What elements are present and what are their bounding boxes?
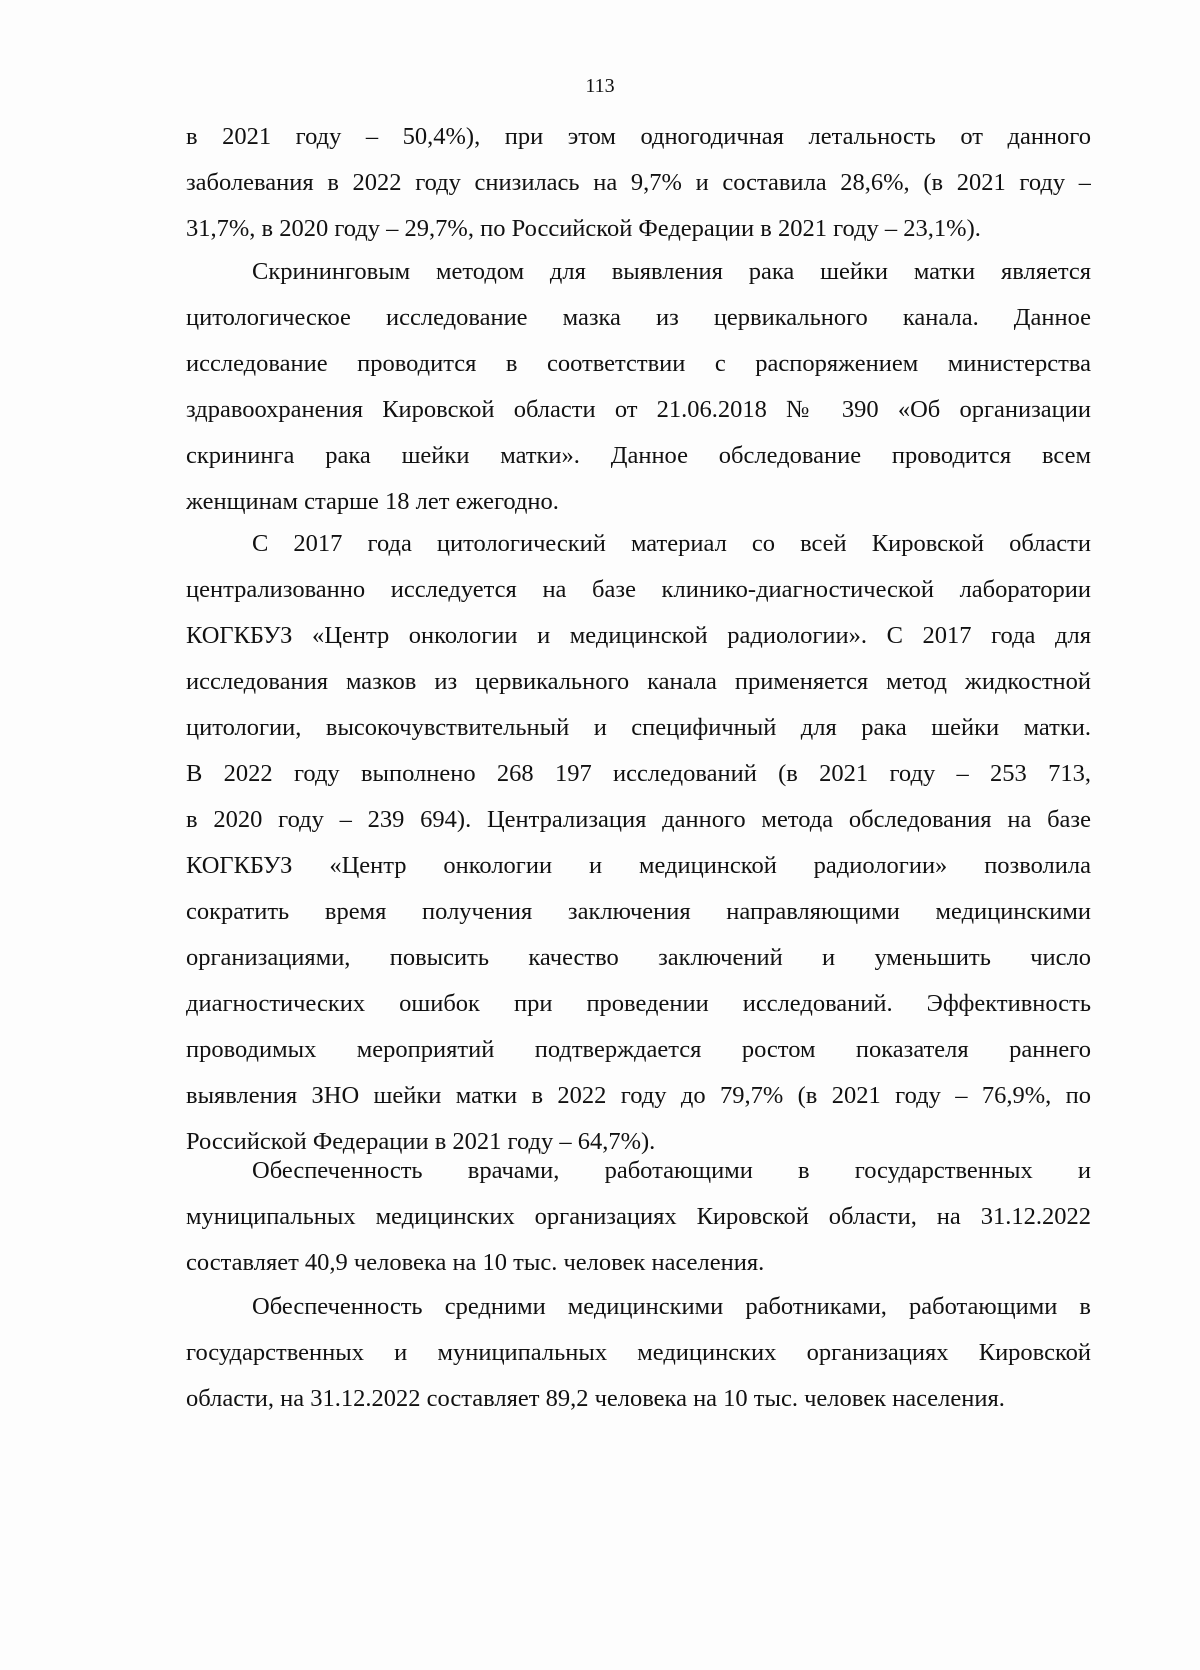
text-line: здравоохранения Кировской области от 21.06.2018 № 390 «Об организации [186, 396, 1091, 423]
text-line: исследование проводится в соответствии с распоряжением министерства [186, 350, 1091, 377]
text-line: в 2020 году – 239 694). Централизация данного метода обследования на базе [186, 806, 1091, 833]
text-line: в 2021 году – 50,4%), при этом одногодичная летальность от данного [186, 123, 1091, 150]
text-line: КОГКБУЗ «Центр онкологии и медицинской радиологии» позволила [186, 852, 1091, 879]
text-line: диагностических ошибок при проведении исследований. Эффективность [186, 990, 1091, 1017]
paragraph-cytology-centralization [186, 521, 1091, 1165]
text-line: Российской Федерации в 2021 году – 64,7%). [186, 1128, 656, 1155]
text-line: 31,7%, в 2020 году – 29,7%, по Российской Федерации в 2021 году – 23,1%). [186, 215, 981, 242]
text-line: Обеспеченность средними медицинскими работниками, работающими в [252, 1293, 1091, 1320]
paragraph-lethality [186, 114, 1091, 252]
paragraph-nurses-provision [186, 1284, 1091, 1422]
text-line: области, на 31.12.2022 составляет 89,2 человека на 10 тыс. человек населения. [186, 1385, 1005, 1412]
text-line: цитологическое исследование мазка из цервикального канала. Данное [186, 304, 1091, 331]
text-line: С 2017 года цитологический материал со всей Кировской области [252, 530, 1091, 557]
text-line: цитологии, высокочувствительный и специфичный для рака шейки матки. [186, 714, 1091, 741]
text-line: Скрининговым методом для выявления рака шейки матки является [252, 258, 1091, 285]
text-line: государственных и муниципальных медицинских организациях Кировской [186, 1339, 1091, 1366]
text-line: скрининга рака шейки матки». Данное обследование проводится всем [186, 442, 1091, 469]
text-line: сократить время получения заключения направляющими медицинскими [186, 898, 1091, 925]
text-line: выявления ЗНО шейки матки в 2022 году до 79,7% (в 2021 году – 76,9%, по [186, 1082, 1091, 1109]
text-line: В 2022 году выполнено 268 197 исследований (в 2021 году – 253 713, [186, 760, 1091, 787]
paragraph-doctors-provision [186, 1148, 1091, 1286]
text-line: исследования мазков из цервикального канала применяется метод жидкостной [186, 668, 1091, 695]
text-line: централизованно исследуется на базе клинико-диагностической лаборатории [186, 576, 1091, 603]
text-line: Обеспеченность врачами, работающими в государственных и [252, 1157, 1091, 1184]
text-line: проводимых мероприятий подтверждается ростом показателя раннего [186, 1036, 1091, 1063]
text-line: составляет 40,9 человека на 10 тыс. человек населения. [186, 1249, 765, 1276]
text-line: КОГКБУЗ «Центр онкологии и медицинской радиологии». С 2017 года для [186, 622, 1091, 649]
text-line: заболевания в 2022 году снизилась на 9,7% и составила 28,6%, (в 2021 году – [186, 169, 1091, 196]
text-line: организациями, повысить качество заключений и уменьшить число [186, 944, 1091, 971]
text-line: женщинам старше 18 лет ежегодно. [186, 488, 559, 515]
page-number: 113 [585, 75, 615, 97]
text-line: муниципальных медицинских организациях Кировской области, на 31.12.2022 [186, 1203, 1091, 1230]
paragraph-screening-method [186, 249, 1091, 525]
